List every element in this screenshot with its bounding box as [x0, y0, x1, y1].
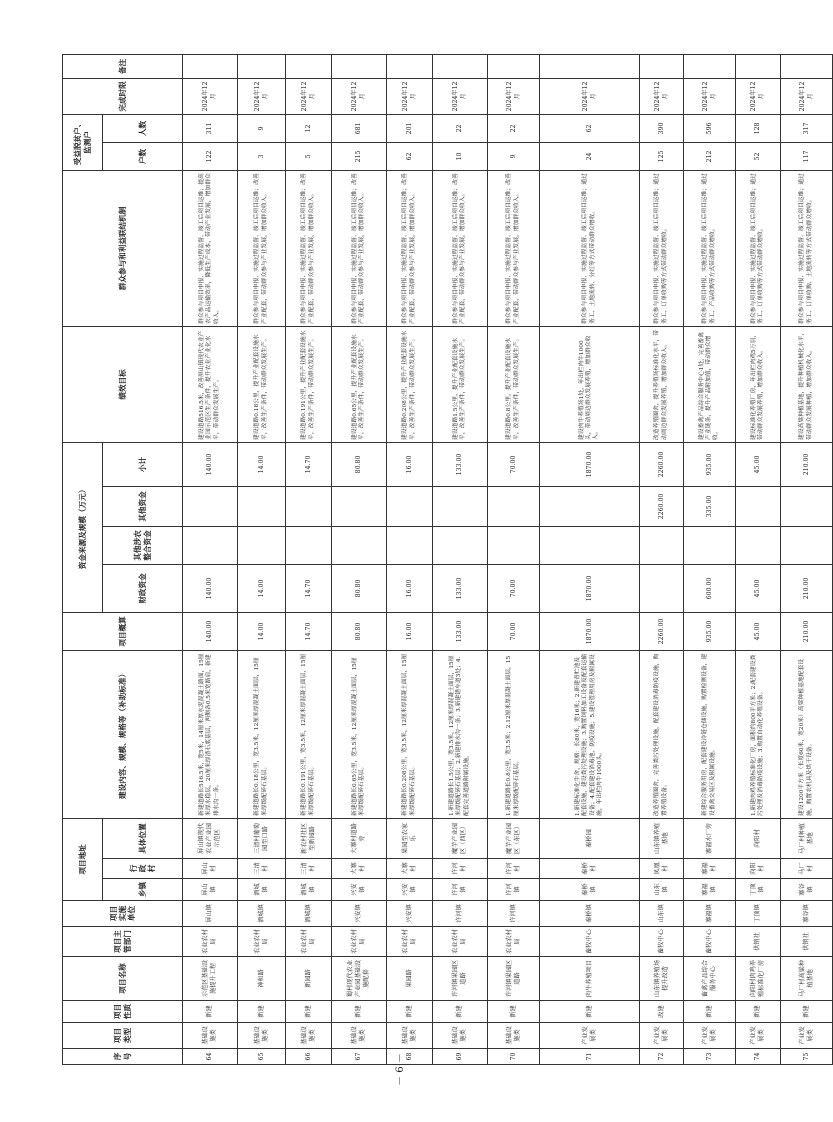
cell-subtotal: 935.00: [684, 442, 736, 486]
header-remark: 备注: [63, 54, 183, 78]
cell-people: 12: [286, 114, 332, 142]
cell-budget: 14.00: [238, 612, 286, 650]
cell-unit: 寨谷镇: [781, 901, 833, 927]
cell-content: 新建道路长0.65公里，宽3.5米，12厘米厚混凝土面层，15厘米厚级配碎石基层。: [332, 650, 387, 818]
header-dept: 项目主管部门: [63, 927, 183, 957]
table-row: [488, 54, 540, 1064]
cell-subtotal: 1870.00: [540, 442, 640, 486]
cell-village: 屏山村: [183, 859, 238, 879]
cell-completion: 2024年12月: [286, 78, 332, 114]
cell-town: 兴安镇: [332, 879, 387, 901]
cell-type: 基础设施类: [488, 1023, 540, 1049]
cell-completion: 2024年12月: [684, 78, 736, 114]
cell-dept: 畜牧中心: [684, 927, 736, 957]
cell-completion: 2024年12月: [238, 78, 286, 114]
cell-budget: 1870.00: [540, 612, 640, 650]
cell-goal: 建设道路1.5公里，提升产业配套设施水平，改善生产条件，带动群众发展生产。: [433, 326, 488, 442]
cell-unit: 寨福镇: [684, 901, 736, 927]
cell-people: 201: [387, 114, 433, 142]
cell-content: 改造养殖圈舍，完善粪污处理设施，配套建设消毒防疫设施，购置养殖设备。: [640, 650, 684, 818]
cell-dept: 农业农村局: [286, 927, 332, 957]
cell-budget: 210.00: [781, 612, 833, 650]
cell-town: 寨福镇: [684, 879, 736, 901]
cell-completion: 2024年12月: [183, 78, 238, 114]
cell-content: 新建道路长516.5米，宽5米，14厘米厚水泥混凝土路面，15厘米厚水稳层，20厘米厚渣石底基层，两侧各0.5米宽路肩，新建排水沟一条。: [183, 650, 238, 818]
table-row: [332, 54, 387, 1064]
cell-content: 1.新建道路长1.5公里，宽3.5米，12厘米厚混凝土面层，15厘米厚级配碎石基层；2.新建排水沟一条；3.新建错车道3处；4.配套完善道路附属设施。: [433, 650, 488, 818]
cell-seq: 72: [640, 1049, 684, 1065]
header-nature: 项目性质: [63, 1001, 183, 1023]
cell-type: 基础设施类: [387, 1023, 433, 1049]
cell-nature: 改建: [640, 1001, 684, 1023]
header-budget: 项目概算: [63, 612, 183, 650]
cell-dept: 畜牧中心: [540, 927, 640, 957]
rotated-table-wrapper: [62, 55, 814, 1065]
cell-fiscal: 16.00: [387, 564, 433, 612]
cell-other-agri: [183, 526, 238, 564]
cell-people: 390: [640, 114, 684, 142]
cell-town: 酒城镇: [286, 879, 332, 901]
table-row: [286, 54, 332, 1064]
cell-name: 向阳村肉鸡养殖标准化厂房: [736, 957, 781, 1001]
header-content: 建设内容、规模、规格等（补助标准）: [63, 650, 183, 818]
header-mechanism: 群众参与和利益联结机制: [63, 170, 183, 326]
cell-completion: 2024年12月: [736, 78, 781, 114]
cell-fiscal: 133.00: [433, 564, 488, 612]
cell-mechanism: 群众参与项目申报、实施过程监督、竣工后项目运维；提高农产品运输效率，降低生产成本，带动产业发展，增加群众收入。: [183, 170, 238, 326]
cell-goal: 建设高粱种植基地，提升种植机械化水平，带动群众发展种植，增加群众收入。: [781, 326, 833, 442]
cell-position: 向阳村: [736, 818, 781, 858]
cell-name: 许河镇果园区道路: [433, 957, 488, 1001]
cell-town: 丁顶镇: [736, 879, 781, 901]
cell-households: 117: [781, 142, 833, 170]
cell-households: 122: [183, 142, 238, 170]
cell-content: 1.新建肉鸡养殖标准化厂房，面积约800平方米；2.配套建设粪污处理及消毒防疫设施；3.购置自动化养殖设备。: [736, 650, 781, 818]
cell-name: 蜀村现代农业产业园基础设施配套: [332, 957, 387, 1001]
cell-name: 山东镇养殖场提升改造: [640, 957, 684, 1001]
cell-goal: 建设道路0.18公里，提升产业配套设施水平，改善生产条件，带动群众发展生产。: [238, 326, 286, 442]
cell-type: 产业发展类: [736, 1023, 781, 1049]
cell-mechanism: 群众参与项目申报、实施过程监督、竣工后项目运维；改善产业配套，带动群众参与产业发展，增加群众收入。: [286, 170, 332, 326]
cell-name: 畜禽产品综合服务中心: [684, 957, 736, 1001]
cell-content: 1.新建标准化牛舍，规格：长80米，宽16米；2.新建青贮池及配套设施，建设粪污处理设施；3.购置饲料加工设备及配套运输设备；4.配套建设消毒池、防疫设施；5.建设管理用房及附属设施，年出栏肉牛1000头。: [540, 650, 640, 818]
cell-unit: 酒城镇: [238, 901, 286, 927]
cell-dept: 农业农村局: [433, 927, 488, 957]
cell-position: 新农村社区至新园路: [286, 818, 332, 858]
cell-mechanism: 群众参与项目申报、实施过程监督、竣工后项目运维；通过务工、订单收购等方式带动群众增收。: [736, 170, 781, 326]
cell-village: 许河村: [488, 859, 540, 879]
cell-people: 311: [183, 114, 238, 142]
cell-people: 681: [332, 114, 387, 142]
cell-fiscal: 14.70: [286, 564, 332, 612]
cell-village: 寨福村: [684, 859, 736, 879]
cell-name: 果园路: [387, 957, 433, 1001]
cell-content: 新建综合服务用房，配套建设冷链仓储设施，购置检测设备，建设畜禽交易区及附属设施。: [684, 650, 736, 818]
table-row: [183, 54, 238, 1064]
cell-type: 基础设施类: [238, 1023, 286, 1049]
header-funds: 资金来源及规模（万元）: [63, 442, 103, 612]
table-body: [183, 54, 833, 1064]
cell-village: 三清村: [286, 859, 332, 879]
cell-dept: 农业农村局: [183, 927, 238, 957]
cell-dept: 畜牧中心: [640, 927, 684, 957]
header-other: 其他资金: [103, 486, 183, 526]
cell-dept: 农业农村局: [387, 927, 433, 957]
cell-town: 许河镇: [433, 879, 488, 901]
cell-other-agri: [736, 526, 781, 564]
cell-other: 2260.00: [640, 486, 684, 526]
cell-nature: 新建: [183, 1001, 238, 1023]
cell-name: 许河镇果园区道路: [488, 957, 540, 1001]
cell-other: 335.00: [684, 486, 736, 526]
cell-type: 基础设施类: [286, 1023, 332, 1049]
cell-remark: [183, 54, 238, 78]
cell-budget: 16.00: [387, 612, 433, 650]
table-row: [684, 54, 736, 1064]
cell-unit: 许河镇: [488, 901, 540, 927]
cell-households: 125: [640, 142, 684, 170]
cell-other: [781, 486, 833, 526]
cell-nature: 新建: [781, 1001, 833, 1023]
cell-people: 62: [540, 114, 640, 142]
cell-households: 24: [540, 142, 640, 170]
cell-goal: 建设畜禽产品综合服务中心1处，完善畜禽产业链条，提升产品附加值，带动群众增收。: [684, 326, 736, 442]
cell-position: 魔芋产业园区（西区）: [433, 818, 488, 858]
cell-remark: [488, 54, 540, 78]
cell-position: 寨福水厂旁: [684, 818, 736, 858]
cell-position: 魔芋产业园区（东区）: [488, 818, 540, 858]
cell-completion: 2024年12月: [488, 78, 540, 114]
cell-remark: [781, 54, 833, 78]
cell-nature: 新建: [736, 1001, 781, 1023]
cell-mechanism: 群众参与项目申报、实施过程监督、竣工后项目运维；改善产业配套，带动群众参与产业发展，增加群众收入。: [488, 170, 540, 326]
cell-dept: 农业农村局: [238, 927, 286, 957]
cell-other: [332, 486, 387, 526]
cell-position: 果园至农家乐: [387, 818, 433, 858]
cell-subtotal: 210.00: [781, 442, 833, 486]
cell-mechanism: 群众参与项目申报、实施过程监督、竣工后项目运维；改善产业配套，带动群众参与产业发展，增加群众收入。: [332, 170, 387, 326]
cell-other: [387, 486, 433, 526]
cell-fiscal: 70.00: [488, 564, 540, 612]
cell-other-agri: [332, 526, 387, 564]
header-unit: 项目实施单位: [63, 901, 183, 927]
cell-seq: 67: [332, 1049, 387, 1065]
cell-village: 马厂村: [781, 859, 833, 879]
cell-village: 大寨村: [387, 859, 433, 879]
cell-seq: 75: [781, 1049, 833, 1065]
cell-town: 山东镇: [640, 879, 684, 901]
cell-fiscal: 45.00: [736, 564, 781, 612]
cell-people: 22: [433, 114, 488, 142]
cell-village: 秦桥村: [540, 859, 640, 879]
cell-goal: 建设道路0.8公里，提升产业配套设施水平，改善生产条件，带动群众发展生产。: [488, 326, 540, 442]
cell-town: 寨谷镇: [781, 879, 833, 901]
table-row: [736, 54, 781, 1064]
cell-town: 兴安镇: [387, 879, 433, 901]
cell-goal: 建设道路0.208公里，提升产业配套设施水平，改善生产条件，带动群众发展生产。: [387, 326, 433, 442]
cell-seq: 73: [684, 1049, 736, 1065]
cell-households: 5: [286, 142, 332, 170]
header-completion: 完成时限: [63, 78, 183, 114]
cell-budget: 2260.00: [640, 612, 684, 650]
cell-people: 22: [488, 114, 540, 142]
cell-type: 基础设施类: [433, 1023, 488, 1049]
cell-subtotal: 80.80: [332, 442, 387, 486]
cell-households: 52: [736, 142, 781, 170]
table-row: [387, 54, 433, 1064]
cell-unit: 酒城镇: [286, 901, 332, 927]
header-seq: 序号: [63, 1049, 183, 1065]
header-location: 项目地址: [63, 818, 103, 900]
cell-other-agri: [433, 526, 488, 564]
cell-village: 凤凰村: [640, 859, 684, 879]
header-benefit: 受益脱贫户、监测户: [63, 114, 103, 170]
cell-other-agri: [684, 526, 736, 564]
cell-type: 产业发展类: [781, 1023, 833, 1049]
header-other-agri: 其他涉农整合资金: [103, 526, 183, 564]
cell-dept: 农业农村局: [488, 927, 540, 957]
cell-content: 新建道路长0.18公里，宽3.5米，12厘米厚混凝土面层，15厘米厚级配碎石基层。: [238, 650, 286, 818]
cell-fiscal: 140.00: [183, 564, 238, 612]
cell-unit: 兴安镇: [387, 901, 433, 927]
cell-seq: 64: [183, 1049, 238, 1065]
cell-dept: 供销社: [736, 927, 781, 957]
cell-seq: 70: [488, 1049, 540, 1065]
cell-nature: 新建: [540, 1001, 640, 1023]
cell-people: 128: [736, 114, 781, 142]
cell-goal: 建设肉牛养殖场1处，年出栏肉牛1000头，带动周边群众发展养殖，增加群众收入。: [540, 326, 640, 442]
cell-seq: 71: [540, 1049, 640, 1065]
cell-other: [433, 486, 488, 526]
cell-content: 新建道路长0.208公里，宽3.5米，12厘米厚混凝土面层，15厘米厚级配碎石基层。: [387, 650, 433, 818]
table-row: [781, 54, 833, 1064]
cell-type: 基础设施类: [332, 1023, 387, 1049]
cell-fiscal: [640, 564, 684, 612]
cell-nature: 新建: [684, 1001, 736, 1023]
cell-town: 屏山镇: [183, 879, 238, 901]
cell-dept: 供销社: [781, 927, 833, 957]
header-goal: 绩效目标: [63, 326, 183, 442]
cell-type: 基础设施类: [183, 1023, 238, 1049]
cell-unit: 兴安镇: [332, 901, 387, 927]
cell-name: 示范区基础设施提升工程: [183, 957, 238, 1001]
table-row: [433, 54, 488, 1064]
header-town: 乡镇: [103, 879, 183, 901]
cell-content: 1.新建道路长0.8公里，宽3.5米；2.12厘米厚混凝土面层，15厘米厚级配碎石基层。: [488, 650, 540, 818]
cell-seq: 65: [238, 1049, 286, 1065]
cell-completion: 2024年12月: [540, 78, 640, 114]
cell-completion: 2024年12月: [387, 78, 433, 114]
cell-households: 9: [488, 142, 540, 170]
cell-budget: 14.70: [286, 612, 332, 650]
cell-goal: 建设道路0.65公里，提升产业配套设施水平，改善生产条件，带动群众发展生产。: [332, 326, 387, 442]
cell-subtotal: 16.00: [387, 442, 433, 486]
cell-completion: 2024年12月: [433, 78, 488, 114]
cell-other: [540, 486, 640, 526]
cell-village: 三清村: [238, 859, 286, 879]
cell-other-agri: [640, 526, 684, 564]
cell-people: 9: [238, 114, 286, 142]
cell-nature: 新建: [332, 1001, 387, 1023]
cell-subtotal: 14.00: [238, 442, 286, 486]
cell-mechanism: 群众参与项目申报、实施过程监督、竣工后项目运维；通过务工、土地流转、分红等方式带动群众增收。: [540, 170, 640, 326]
project-table: [62, 54, 833, 1065]
cell-type: 产业发展类: [640, 1023, 684, 1049]
cell-other-agri: [238, 526, 286, 564]
cell-completion: 2024年12月: [781, 78, 833, 114]
table-row: [238, 54, 286, 1064]
cell-remark: [736, 54, 781, 78]
cell-fiscal: 14.00: [238, 564, 286, 612]
cell-mechanism: 群众参与项目申报、实施过程监督、竣工后项目运维；改善产业配套，带动群众参与产业发展，增加群众收入。: [387, 170, 433, 326]
cell-subtotal: 133.00: [433, 442, 488, 486]
cell-content: 建设1200平方米（长度60米，宽20米）高粱种植基地配套设施，购置农机具及烘干设备。: [781, 650, 833, 818]
header-name: 项目名称: [63, 957, 183, 1001]
cell-households: 212: [684, 142, 736, 170]
cell-mechanism: 群众参与项目申报、实施过程监督、竣工后项目运维；通过务工、订单收购等方式带动群众增收。: [640, 170, 684, 326]
cell-dept: 农业农村局: [332, 927, 387, 957]
cell-remark: [433, 54, 488, 78]
cell-fiscal: 1870.00: [540, 564, 640, 612]
cell-goal: 改造养殖圈舍，提升养殖场标准化水平，带动周边群众发展养殖，增加群众收入。: [640, 326, 684, 442]
header-village: 行政村: [103, 859, 183, 879]
header-subtotal: 小计: [103, 442, 183, 486]
cell-households: 215: [332, 142, 387, 170]
cell-other: [183, 486, 238, 526]
cell-subtotal: 70.00: [488, 442, 540, 486]
cell-unit: 许河镇: [433, 901, 488, 927]
cell-name: 马厂村高粱种植基地: [781, 957, 833, 1001]
cell-budget: 45.00: [736, 612, 781, 650]
cell-name: 肉牛养殖项目: [540, 957, 640, 1001]
cell-subtotal: 45.00: [736, 442, 781, 486]
cell-subtotal: 140.00: [183, 442, 238, 486]
cell-position: 马厂村种植基地: [781, 818, 833, 858]
header-row-1: [63, 54, 103, 1064]
cell-town: 许河镇: [488, 879, 540, 901]
table-row: [640, 54, 684, 1064]
cell-mechanism: 群众参与项目申报、实施过程监督、竣工后项目运维；通过务工、产品收购等方式带动群众增收。: [684, 170, 736, 326]
cell-unit: 秦桥镇: [540, 901, 640, 927]
cell-completion: 2024年12月: [332, 78, 387, 114]
table-row: [540, 54, 640, 1064]
cell-seq: 69: [433, 1049, 488, 1065]
cell-other-agri: [540, 526, 640, 564]
cell-remark: [286, 54, 332, 78]
cell-seq: 74: [736, 1049, 781, 1065]
cell-mechanism: 群众参与项目申报、实施过程监督、竣工后项目运维；改善产业配套，带动群众参与产业发展，增加群众收入。: [238, 170, 286, 326]
cell-people: 317: [781, 114, 833, 142]
cell-unit: 丁顶镇: [736, 901, 781, 927]
cell-nature: 新建: [238, 1001, 286, 1023]
cell-subtotal: 14.70: [286, 442, 332, 486]
page-number: － 6 －: [394, 1052, 406, 1086]
header-position: 具体位置: [103, 818, 183, 858]
cell-content: 新建道路长0.191公里，宽3.5米，12厘米厚混凝土面层，15厘米厚级配碎石基层。: [286, 650, 332, 818]
cell-fiscal: 600.00: [684, 564, 736, 612]
cell-completion: 2024年12月: [640, 78, 684, 114]
cell-nature: 新建: [387, 1001, 433, 1023]
cell-other: [488, 486, 540, 526]
cell-other-agri: [387, 526, 433, 564]
header-people: 人数: [103, 114, 183, 142]
cell-budget: 80.80: [332, 612, 387, 650]
cell-mechanism: 群众参与项目申报、实施过程监督、竣工后项目运维；改善产业配套，带动群众参与产业发展，增加群众收入。: [433, 170, 488, 326]
cell-town: 秦桥镇: [540, 879, 640, 901]
cell-budget: 70.00: [488, 612, 540, 650]
cell-nature: 新建: [433, 1001, 488, 1023]
cell-other: [286, 486, 332, 526]
cell-budget: 935.00: [684, 612, 736, 650]
cell-position: 山东镇养殖基地: [640, 818, 684, 858]
cell-position: 秦桥园: [540, 818, 640, 858]
cell-budget: 133.00: [433, 612, 488, 650]
cell-position: 屏山镇现代农业产业园示范区: [183, 818, 238, 858]
cell-subtotal: 2260.00: [640, 442, 684, 486]
cell-remark: [332, 54, 387, 78]
cell-other-agri: [488, 526, 540, 564]
cell-budget: 140.00: [183, 612, 238, 650]
cell-name: 新园路: [286, 957, 332, 1001]
cell-remark: [387, 54, 433, 78]
cell-remark: [540, 54, 640, 78]
cell-fiscal: 80.80: [332, 564, 387, 612]
cell-goal: 建设道路0.191公里，提升产业配套设施水平，改善生产条件，带动群众发展生产。: [286, 326, 332, 442]
cell-other-agri: [781, 526, 833, 564]
cell-unit: 山东镇: [640, 901, 684, 927]
cell-nature: 新建: [488, 1001, 540, 1023]
cell-households: 3: [238, 142, 286, 170]
cell-remark: [640, 54, 684, 78]
cell-mechanism: 群众参与项目申报、实施过程监督、竣工后项目运维；通过务工、订单收购、土地流转等方式带动群众增收。: [781, 170, 833, 326]
cell-village: 向阳村: [736, 859, 781, 879]
cell-town: 酒城镇: [238, 879, 286, 901]
cell-position: 三清村葡萄园至口路: [238, 818, 286, 858]
cell-other: [736, 486, 781, 526]
cell-position: 大寨村道路旁: [332, 818, 387, 858]
cell-seq: 66: [286, 1049, 332, 1065]
cell-seq: 68: [387, 1049, 433, 1065]
cell-village: 大寨村: [332, 859, 387, 879]
header-households: 户数: [103, 142, 183, 170]
cell-village: 许河村: [433, 859, 488, 879]
cell-name: 神和路: [238, 957, 286, 1001]
cell-goal: 建设标准化养殖厂房，年出栏肉鸡5万羽，带动群众发展养殖，增加群众收入。: [736, 326, 781, 442]
cell-fiscal: 210.00: [781, 564, 833, 612]
cell-remark: [684, 54, 736, 78]
cell-type: 产业发展类: [684, 1023, 736, 1049]
cell-other-agri: [286, 526, 332, 564]
cell-remark: [238, 54, 286, 78]
cell-people: 596: [684, 114, 736, 142]
cell-type: 产业发展类: [540, 1023, 640, 1049]
cell-nature: 新建: [286, 1001, 332, 1023]
cell-households: 62: [387, 142, 433, 170]
cell-other: [238, 486, 286, 526]
header-fiscal: 财政资金: [103, 564, 183, 612]
header-type: 项目类型: [63, 1023, 183, 1049]
cell-unit: 屏山镇: [183, 901, 238, 927]
cell-households: 10: [433, 142, 488, 170]
cell-goal: 建设道路516.5米，改善屏山镇现代农业产业园示范区生产条件，提升农业产业化水平，带动群众发展生产。: [183, 326, 238, 442]
